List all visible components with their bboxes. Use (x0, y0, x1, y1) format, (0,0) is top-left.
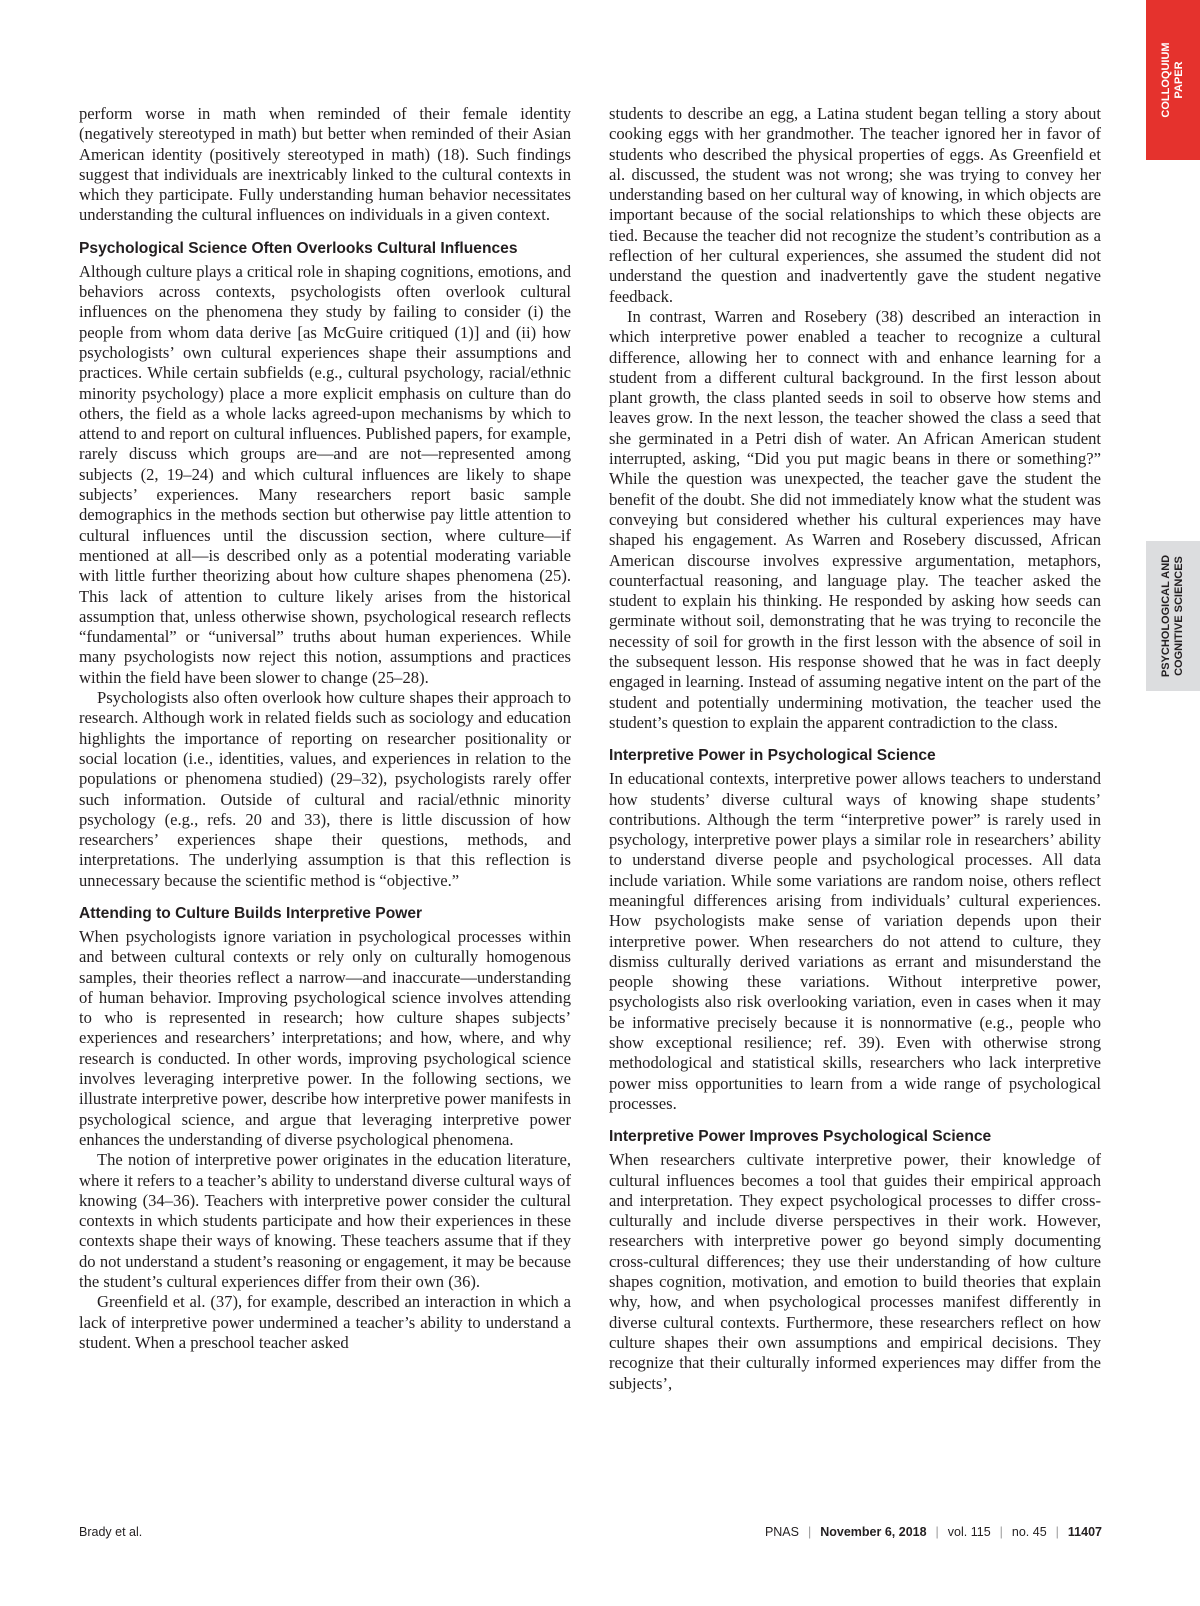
footer-journal: PNAS (764, 1525, 799, 1539)
left-paragraph-1: perform worse in math when reminded of their female identity (negatively stereotyped in math) but better when reminded of their Asian American identity (positively stereotyped in math) (18). Such findings suggest that individuals are inextricably linked to the cultural contexts in which they participate. Fully understanding human behavior necessitates understanding the cultural influences on individuals in a given context. (79, 104, 571, 225)
left-paragraph-4: When psychologists ignore variation in psychological processes within and between cultural contexts or rely only on culturally homogenous samples, their theories reflect a narrow—and inaccurate—understanding of human behavior. Improving psychological science involves attending to who is represented in research; how culture shapes subjects’ experiences and researchers’ interpretations; and how, where, and why research is conducted. In other words, improving psychological science involves leveraging interpretive power. In the following sections, we illustrate interpretive power, describe how interpretive power manifests in psychological science, and argue that leveraging interpretive power enhances the understanding of diverse psychological phenomena. (79, 926, 571, 1149)
footer-citation (765, 1525, 1102, 1539)
right-column (609, 104, 1101, 1394)
heading-interpretive-power: Interpretive Power in Psychological Science (609, 747, 936, 765)
footer-page-number: 11407 (1067, 1525, 1102, 1539)
footer-issue: no. 45 (1011, 1525, 1047, 1539)
left-column (79, 104, 571, 1353)
heading-overlooks-cultural-influences: Psychological Science Often Overlooks Cultural Influences (79, 239, 518, 257)
section-tab-label: PSYCHOLOGICAL AND COGNITIVE SCIENCES (1160, 554, 1185, 678)
right-paragraph-3: In educational contexts, interpretive power allows teachers to understand how students’ diverse cultural ways of knowing shape students’ contributions. Although the term “interpretive power” is rarely used in psychology, interpretive power plays a similar role in researchers’ ability to understand diverse people and psychological processes. All data include variation. While some variations are random noise, others reflect meaningful differences arising from individuals’ cultural experiences. How psychologists make sense of variation depends upon their interpretive power. When researchers do not attend to culture, they dismiss culturally derived variations as errant and misunderstand the people showing these variations. Without interpretive power, psychologists also risk overlooking variation, even in cases when it may be informative precisely because it is nonnormative (e.g., people who show exceptional resilience; ref. 39). Even with otherwise strong methodological and statistical skills, researchers who lack interpretive power miss opportunities to learn from a wide range of psychological processes. (609, 769, 1101, 1113)
footer-separator: | (935, 1525, 939, 1539)
left-paragraph-5: The notion of interpretive power originates in the education literature, where it refers to a teacher’s ability to understand diverse cultural ways of knowing (34–36). Teachers with interpretive power consider the cultural contexts in which students participate and how their experiences in these contexts shape their ways of knowing. These teachers assume that if they do not understand a student’s reasoning or engagement, it may be because the student’s cultural experiences differ from their own (36). (79, 1150, 571, 1292)
left-paragraph-2: Although culture plays a critical role in shaping cognitions, emotions, and behaviors across contexts, psychologists often overlook cultural influences on the phenomena they study by failing to consider (i) the people from whom data derive [as McGuire critiqued (1)] and (ii) how psychologists’ own cultural experiences shape their assumptions and practices. While certain subfields (e.g., cultural psychology, racial/ethnic minority psychology) place a more explicit emphasis on culture than do others, the field as a whole lacks agreed-upon mechanisms by which to attend to and report on cultural influences. Published papers, for example, rarely discuss which groups are—and are not—represented among subjects (2, 19–24) and which cultural influences are likely to shape subjects’ experiences. Many researchers report basic sample demographics in the methods section but otherwise pay little attention to cultural influences until the discussion section, where culture—if mentioned at all—is described only as a potential moderating variable with little further theorizing about how culture shapes phenomena (25). This lack of attention to culture likely arises from the historical assumption that, unless otherwise shown, psychological research reflects “fundamental” or “universal” truths about human experiences. While many psychologists now reject this notion, assumptions and practices within the field have been slower to change (25–28). (79, 261, 571, 687)
left-paragraph-3: Psychologists also often overlook how culture shapes their approach to research. Although work in related fields such as sociology and education highlights the importance of reporting on researcher positionality or social location (i.e., identities, values, and experiences in relation to the populations or phenomena studied) (29–32), psychologists rarely offer such information. Outside of cultural and racial/ethnic minority psychology (e.g., refs. 20 and 33), there is little discussion of how researchers’ experiences shape their questions, methods, and interpretations. The underlying assumption is that this reflection is unnecessary because the scientific method is “objective.” (79, 688, 571, 890)
right-paragraph-1: students to describe an egg, a Latina student began telling a story about cooking eggs with her grandmother. The teacher ignored her in favor of students who described the physical properties of eggs. As Greenfield et al. discussed, the student was not wrong; she was trying to convey her understanding based on her cultural way of knowing, in which objects are important because of the social relationships to which these objects are tied. Because the teacher did not recognize the student’s contribution as a reflection of her cultural experiences, she assumed the student did not understand the question and inadvertently gave the student negative feedback. (609, 104, 1101, 306)
footer-date: November 6, 2018 (820, 1525, 927, 1539)
footer-volume: vol. 115 (947, 1525, 991, 1539)
colloquium-paper-label: COLLOQUIUM PAPER (1160, 42, 1185, 118)
heading-attending-to-culture: Attending to Culture Builds Interpretive Power (79, 904, 423, 922)
left-paragraph-6: Greenfield et al. (37), for example, described an interaction in which a lack of interpretive power undermined a teacher’s ability to understand a student. When a preschool teacher asked (79, 1292, 571, 1352)
section-tab (1146, 541, 1200, 691)
footer-separator: | (1055, 1525, 1059, 1539)
colloquium-paper-tab (1146, 0, 1200, 160)
footer-separator: | (807, 1525, 812, 1539)
footer-authors: Brady et al. (79, 1525, 143, 1539)
heading-improves-science: Interpretive Power Improves Psychological Science (609, 1128, 992, 1146)
right-paragraph-4: When researchers cultivate interpretive power, their knowledge of cultural influences becomes a tool that guides their empirical approach and interpretation. They expect psychological processes to differ cross-culturally and include diverse perspectives in their work. However, researchers with interpretive power go beyond simply documenting cross-cultural differences; they use their understanding of how culture shapes cognition, motivation, and emotion to build theories that explain why, how, and when psychological processes manifest differently in diverse cultural contexts. Furthermore, these researchers reflect on how culture shapes their own assumptions and empirical decisions. They recognize that their culturally informed experiences may differ from the subjects’, (609, 1150, 1101, 1393)
footer-separator: | (999, 1525, 1003, 1539)
right-paragraph-2: In contrast, Warren and Rosebery (38) described an interaction in which interpretive power enabled a teacher to recognize a cultural difference, allowing her to connect with and enhance learning for a student from a different cultural background. In the first lesson about plant growth, the class planted seeds in soil to observe how stems and leaves grow. In the next lesson, the teacher showed the class a seed that she germinated in a Petri dish of water. An African American student interrupted, asking, “Did you put magic beans in there or something?” While the question was unexpected, the teacher gave the student the benefit of the doubt. She did not immediately know what the student was conveying but considered whether his cultural experiences may have shaped his engagement. As Warren and Rosebery discussed, African American discourse involves expressive argumentation, metaphors, counterfactual reasoning, and language play. The teacher asked the student to explain his thinking. He responded by asking how seeds can germinate without soil, demonstrating that he was trying to reconcile the necessity of soil for growth in the first lesson with the absence of soil in the subsequent lesson. His response showed that he was in fact deeply engaged in learning. Instead of assuming negative intent on the part of the student and potentially undermining motivation, the teacher used the student’s question to explain the apparent contradiction to the class. (609, 306, 1101, 732)
